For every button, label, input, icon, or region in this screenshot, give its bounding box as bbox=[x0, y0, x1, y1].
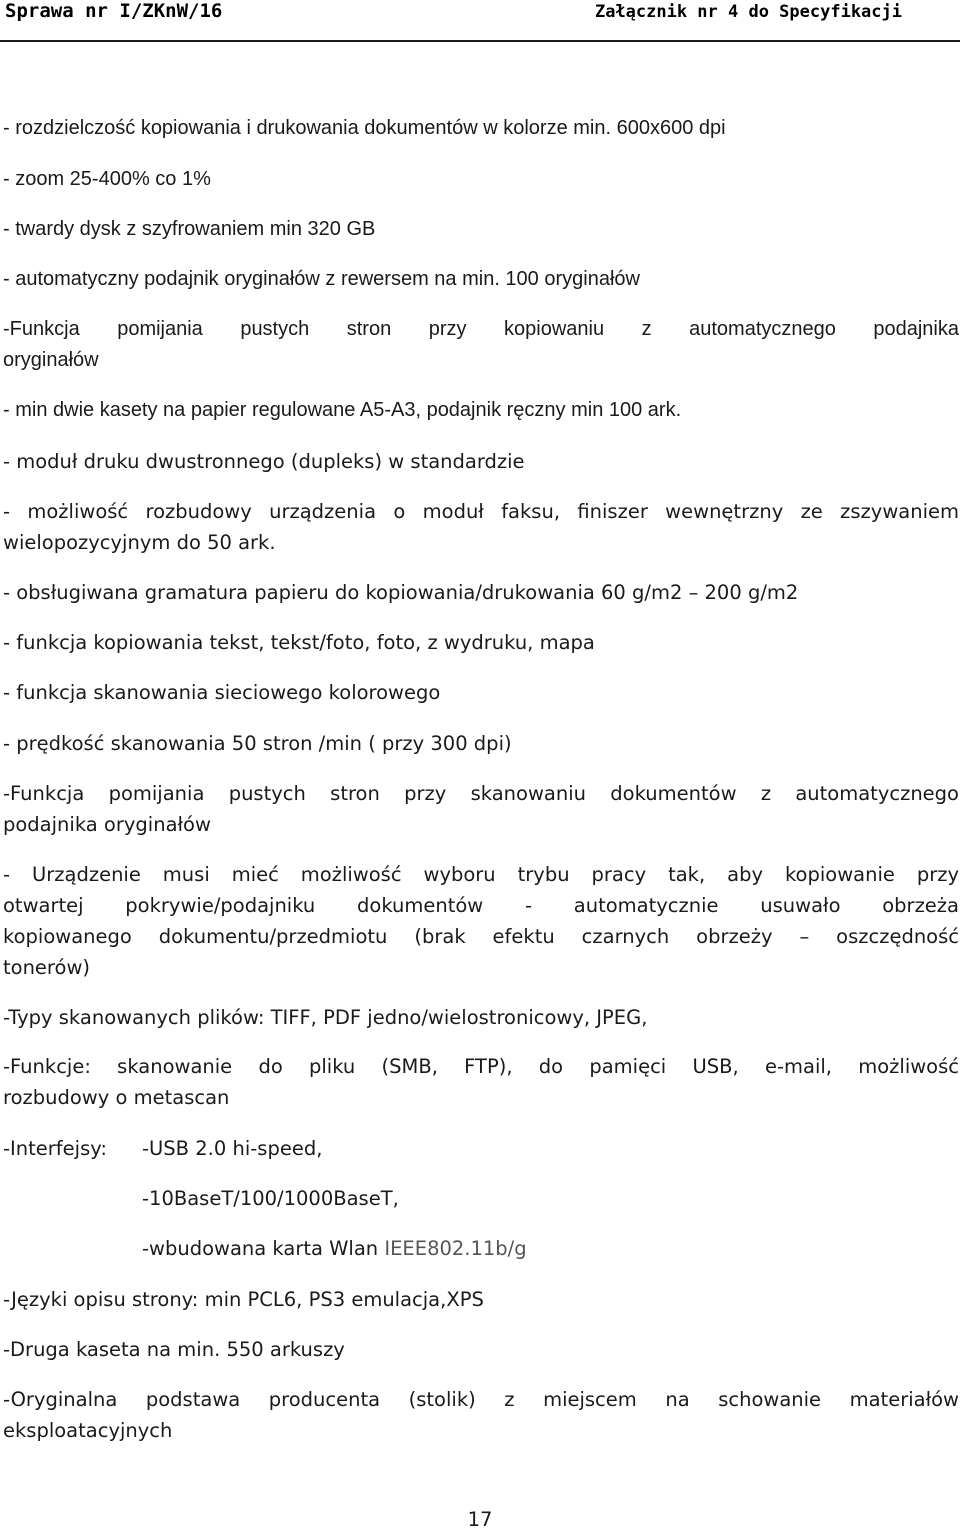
spec-line: podajnika oryginałów bbox=[3, 813, 211, 836]
spec-line: -Oryginalna podstawa producenta (stolik) z miejscem na schowanie materiałów bbox=[3, 1388, 959, 1411]
spec-line: oryginałów bbox=[3, 349, 99, 371]
spec-line: kopiowanego dokumentu/przedmiotu (brak efektu czarnych obrzeży – oszczędność bbox=[3, 925, 959, 948]
spec-item-paper-weight: - obsługiwana gramatura papieru do kopiowania/drukowania 60 g/m2 – 200 g/m2 bbox=[3, 581, 799, 604]
spec-item-network-scan: - funkcja skanowania sieciowego kolorowego bbox=[3, 681, 441, 704]
interface-usb: -USB 2.0 hi-speed, bbox=[142, 1137, 323, 1160]
spec-item-copy-modes: - funkcja kopiowania tekst, tekst/foto, foto, z wydruku, mapa bbox=[3, 631, 595, 654]
spec-line: - możliwość rozbudowy urządzenia o moduł faksu, finiszer wewnętrzny ze zszywaniem bbox=[3, 500, 959, 523]
spec-item-stand bbox=[3, 1384, 959, 1446]
spec-line: wielopozycyjnym do 50 ark. bbox=[3, 531, 276, 554]
spec-item-second-tray: -Druga kaseta na min. 550 arkuszy bbox=[3, 1338, 345, 1361]
spec-line: rozbudowy o metascan bbox=[3, 1086, 230, 1109]
wlan-label: -wbudowana karta Wlan bbox=[142, 1237, 385, 1260]
spec-item-hdd: - twardy dysk z szyfrowaniem min 320 GB bbox=[3, 218, 376, 240]
spec-item-pdl: -Języki opisu strony: min PCL6, PS3 emulacja,XPS bbox=[3, 1288, 484, 1311]
case-number: Sprawa nr I/ZKnW/16 bbox=[5, 0, 223, 22]
spec-item-resolution: - rozdzielczość kopiowania i drukowania dokumentów w kolorze min. 600x600 dpi bbox=[3, 117, 726, 139]
spec-item-adf: - automatyczny podajnik oryginałów z rewersem na min. 100 oryginałów bbox=[3, 268, 640, 290]
spec-item-scan-functions bbox=[3, 1051, 959, 1113]
spec-line: -Funkcje: skanowanie do pliku (SMB, FTP), do pamięci USB, e-mail, możliwość bbox=[3, 1055, 959, 1078]
spec-line: eksploatacyjnych bbox=[3, 1419, 173, 1442]
spec-line: otwartej pokrywie/podajniku dokumentów - automatycznie usuwało obrzeża bbox=[3, 894, 959, 917]
spec-item-trays: - min dwie kasety na papier regulowane A5-A3, podajnik ręczny min 100 ark. bbox=[3, 399, 682, 421]
spec-item-edge-erase bbox=[3, 859, 959, 983]
spec-item-zoom: - zoom 25-400% co 1% bbox=[3, 168, 211, 190]
interfaces-label: -Interfejsy: bbox=[3, 1137, 107, 1160]
interface-wlan bbox=[142, 1233, 527, 1264]
spec-item-skip-copy bbox=[3, 314, 959, 376]
spec-item-file-types: -Typy skanowanych plików: TIFF, PDF jedno/wielostronicowy, JPEG, bbox=[3, 1006, 648, 1029]
page-number: 17 bbox=[467, 1508, 493, 1531]
spec-item-skip-scan bbox=[3, 778, 959, 840]
spec-line: -Funkcja pomijania pustych stron przy skanowaniu dokumentów z automatycznego bbox=[3, 782, 959, 805]
wlan-standard: IEEE802.11b/g bbox=[384, 1237, 527, 1260]
spec-item-scan-speed: - prędkość skanowania 50 stron /min ( przy 300 dpi) bbox=[3, 732, 512, 755]
spec-line: tonerów) bbox=[3, 956, 91, 979]
page-header bbox=[0, 0, 960, 42]
spec-line: - Urządzenie musi mieć możliwość wyboru trybu pracy tak, aby kopiowanie przy bbox=[3, 863, 959, 886]
spec-item-duplex: - moduł druku dwustronnego (dupleks) w standardzie bbox=[3, 450, 525, 473]
spec-line: -Funkcja pomijania pustych stron przy kopiowaniu z automatycznego podajnika bbox=[3, 318, 959, 340]
spec-item-expansion bbox=[3, 496, 959, 558]
interface-ethernet: -10BaseT/100/1000BaseT, bbox=[142, 1187, 399, 1210]
attachment-label: Załącznik nr 4 do Specyfikacji bbox=[594, 2, 902, 22]
